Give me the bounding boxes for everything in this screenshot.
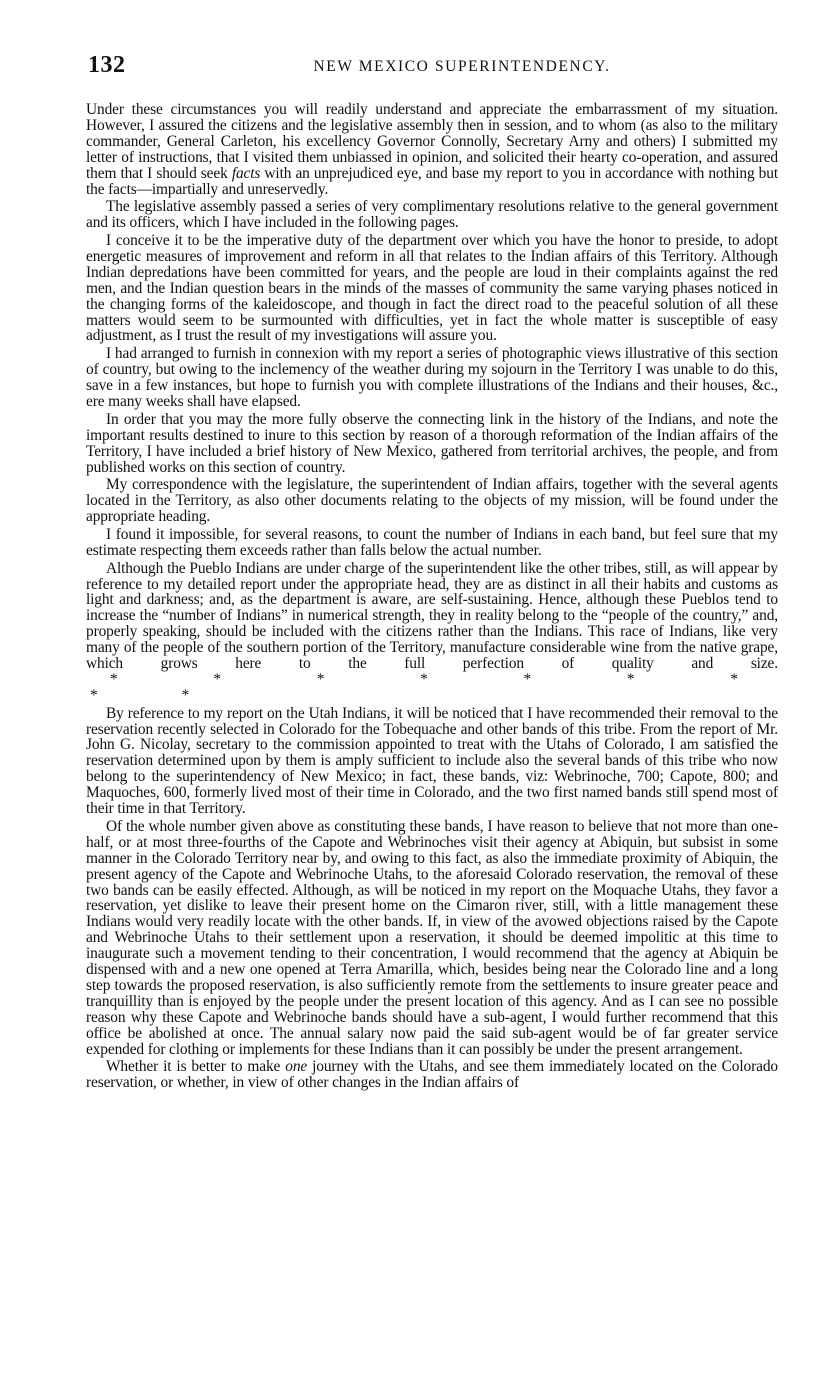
- paragraph-11: [86, 1059, 778, 1091]
- paragraph-8: [86, 561, 778, 704]
- paragraph-text: Whether it is better to make: [106, 1058, 286, 1076]
- paragraph-text: The legislative assembly passed a series of very complimentary resolutions relative to the general government and its officers, which I have included in the following pages.: [86, 198, 778, 232]
- emphasis-text: one: [285, 1058, 308, 1076]
- body-text: [86, 102, 778, 1091]
- paragraph-2: [86, 199, 778, 231]
- paragraph-text: In order that you may the more fully observe the connecting link in the history of the Indians, and note the important results destined to inure to this section by reason of a thorough reformation of the Indian affairs of the Territory, I have included a brief history of New Mexico, gathered from territorial archives, the people, and from published works on this section of country.: [86, 410, 778, 476]
- paragraph-text: journey with the Utahs, and see them immediately located on the Colorado reservation, or whether, in view of other changes in the Indian affairs of: [86, 1058, 778, 1092]
- paragraph-6: [86, 477, 778, 525]
- paragraph-7: [86, 527, 778, 559]
- paragraph-text: I had arranged to furnish in connexion with my report a series of photographic views illustrative of this section of country, but owing to the inclemency of the weather during my sojourn in the Territory I was unable to do this, save in a few instances, but hope to furnish you with complete illustrations of the Indians and their houses, &c., ere many weeks shall have elapsed.: [86, 345, 778, 410]
- paragraph-4: [86, 346, 778, 410]
- paragraph-text: Under these circumstances you will readily understand and appreciate the embarrassment of my situation. However, I assured the citizens and the legislative assembly then in session, and to whom (as also to the military commander, General Carleton, his excellency Governor Connolly, Secretary Arny and others) I submitted my letter of instructions, that I visited them unbiassed in opinion, and solicited their hearty co-operation, and assured them that I should seek: [86, 101, 778, 182]
- emphasis-text: facts: [231, 164, 261, 182]
- paragraph-text: I found it impossible, for several reasons, to count the number of Indians in each band, but feel sure that my estimate respecting them exceeds rather than falls below the actual number.: [86, 525, 778, 559]
- paragraph-text: My correspondence with the legislature, the superintendent of Indian affairs, together with the several agents located in the Territory, as also other documents relating to the objects of my mission, will be found under the appropriate heading.: [86, 476, 778, 526]
- running-head: NEW MEXICO SUPERINTENDENCY.: [313, 58, 611, 75]
- page-number: 132: [88, 52, 126, 78]
- paragraph-text: Of the whole number given above as constituting these bands, I have reason to believe that not more than one-half, or at most three-fourths of the Capote and Webrinoches visit their agency at Abiquin, but subsist in some manner in the Colorado Territory near by, and owing to this fact, as also the immediate proximity of Abiquin, the present agency of the Capote and Webrinoche Utahs, to the aforesaid Colorado reservation, the removal of these two bands can be easily effected. Although, as will be noticed in my report on the Moquache Utahs, they favor a reservation, yet dislike to leave their present home on the Cimaron river, still, with a little management these Indians would very readily locate with the other bands. If, in view of the avowed objections raised by the Capote and Webrinoche Utahs to their settlement upon a reservation, it should be deemed impolitic at this time to inaugurate such a movement tending to their concentration, I would recommend that the agency at Abiquin be dispensed with and a new one opened at Terra Amarilla, which, besides being near the Colorado line and a long step towards the proposed reservation, is also sufficiently remote from the settlements to insure greater peace and tranquillity than is enjoyed by the people under the present location of this agency. And as I can see no possible reason why these Capote and Webrinoche bands should have a sub-agent, I would further recommend that this office be abolished at once. The annual salary now paid the said sub-agent would be of far greater service expended for clothing or implements for these Indians than it can possibly be under the present arrangement.: [86, 817, 778, 1058]
- paragraph-9: [86, 706, 778, 817]
- paragraph-1: [86, 102, 778, 197]
- ellipsis-stars: * * * * * * * * *: [90, 670, 778, 704]
- paragraph-text: I conceive it to be the imperative duty of the department over which you have the honor to preside, to adopt energetic measures of improvement and reform in all that relates to the Indian affairs of this Territory. Although Indian depredations have been committed for years, and the people are loud in their complaints against the red men, and the Indian question bears in the minds of the masses of community the same varying phases noticed in the changing forms of the kaleidoscope, and though in fact the direct road to the peaceful solution of all these matters would seem to be surmounted with difficulties, yet in fact the whole matter is susceptible of easy adjustment, as I trust the result of my investigations will assure you.: [86, 232, 778, 345]
- paragraph-5: [86, 412, 778, 476]
- document-page: [86, 52, 778, 1362]
- paragraph-text: Although the Pueblo Indians are under charge of the superintendent like the other tribes, still, as will appear by reference to my detailed report under the appropriate head, they are as distinct in all their habits and customs as light and darkness; and, as the department is aware, are self-sustaining. Hence, although these Pueblos tend to increase the “number of Indians” in numerical strength, they in reality belong to the “people of the country,” and, properly speaking, should be included with the citizens rather than the Indians. This race of Indians, like very many of the people of the southern portion of the Territory, manufacture considerable wine from the native grape, which grows here to the full perfection of quality and size.: [86, 559, 778, 673]
- paragraph-text: By reference to my report on the Utah Indians, it will be noticed that I have recommended their removal to the reservation recently selected in Colorado for the Tobequache and other bands of this tribe. From the report of Mr. John G. Nicolay, secretary to the commission appointed to treat with the Utahs of Colorado, I am satisfied the reservation determined upon by them is amply sufficient to include also the several bands of this tribe who now belong to the superintendency of New Mexico; in fact, these bands, viz: Webrinoche, 700; Capote, 800; and Maquoches, 600, formerly lived most of their time in Colorado, and the two first named bands still spend most of their time in that Territory.: [86, 704, 778, 818]
- paragraph-text: with an unprejudiced eye, and base my report to you in accordance with nothing but the facts—impartially and unreservedly.: [86, 164, 778, 198]
- page-header: [86, 52, 778, 82]
- paragraph-10: [86, 819, 778, 1058]
- paragraph-3: [86, 233, 778, 344]
